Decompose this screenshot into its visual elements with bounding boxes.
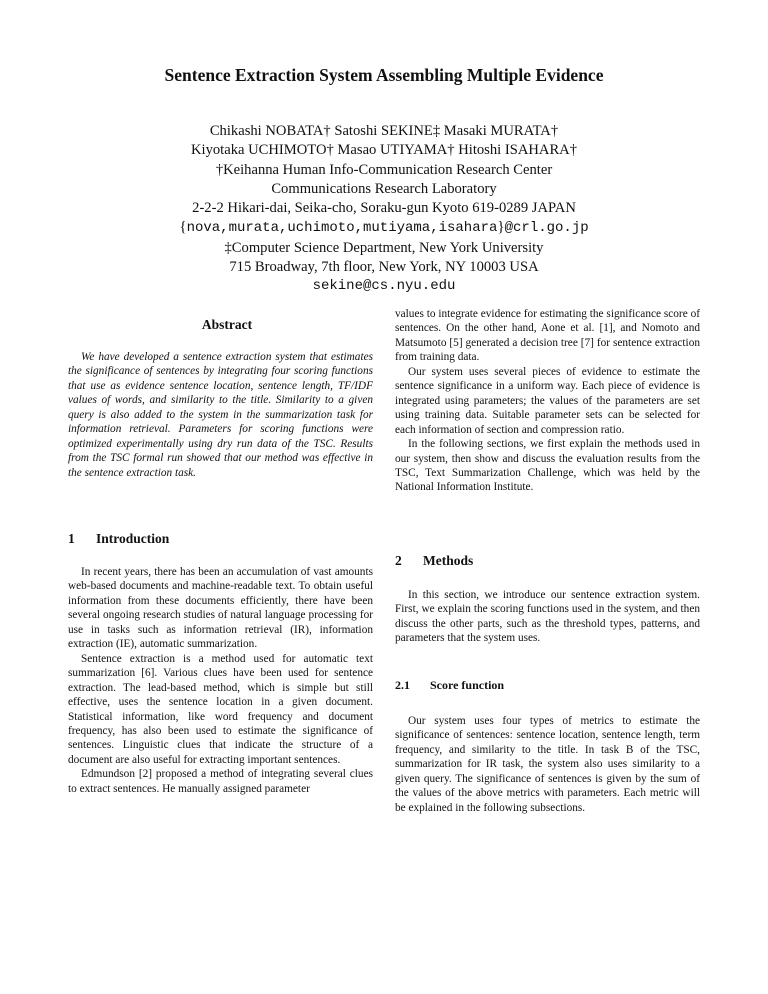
email-1-domain: @crl.go.jp bbox=[504, 220, 589, 237]
subsection-title: Score function bbox=[430, 678, 505, 692]
section-number: 1 bbox=[68, 531, 75, 546]
score-function-heading bbox=[395, 677, 504, 693]
affiliation-1: †Keihanna Human Info-Communication Research Center bbox=[215, 161, 553, 178]
authors-line-1: Chikashi NOBATA† Satoshi SEKINE‡ Masaki MURATA† bbox=[209, 123, 559, 139]
email-1-names: nova,murata,uchimoto,mutiyama,isahara bbox=[186, 220, 498, 237]
right-paragraph-1: values to integrate evidence for estimating the significance score of sentences. On the other hand, Aone et al. [1], and Nomoto and Matsumoto [5] generated a decision tree [7] for sentence extraction from training data. bbox=[395, 308, 700, 364]
score-function-body bbox=[395, 714, 700, 815]
email-1-close-brace: } bbox=[497, 219, 505, 236]
abstract-heading: Abstract bbox=[201, 317, 253, 332]
section-number: 2 bbox=[395, 553, 402, 568]
section-title: Introduction bbox=[96, 531, 170, 546]
address-2: 715 Broadway, 7th floor, New York, NY 10003 USA bbox=[229, 259, 539, 276]
email-2: sekine@cs.nyu.edu bbox=[312, 278, 456, 295]
intro-paragraph-1: In recent years, there has been an accumulation of vast amounts web-based documents and machine-readable text. To obtain useful information from these documents efficiently, there have been several ongoing research studies of natural language processing for use in tasks such as information retrieval (IR), information extraction (IE), automatic summarization. bbox=[68, 566, 373, 651]
right-paragraph-3: In the following sections, we first explain the methods used in our system, then show and discuss the evaluation results from the TSC, Text Summarization Challenge, which was held by the National Information Institute. bbox=[395, 438, 700, 494]
methods-heading bbox=[395, 552, 473, 570]
affiliation-2: Communications Research Laboratory bbox=[271, 180, 497, 197]
authors-line-2: Kiyotaka UCHIMOTO† Masao UTIYAMA† Hitoshi ISAHARA† bbox=[190, 142, 578, 159]
abstract-paragraph: We have developed a sentence extraction system that estimates the significance of sentences by integrating four scoring functions that use as evidence sentence location, sentence length, TF/IDF values of words, and similarity to the title. Similarity to a given query is also added to the system in the summarization task for information retrieval. Parameters for scoring functions were optimized experimentally using dry run data of the TSC. Results from the TSC formal run showed that our method was effective in the sentence extraction task. bbox=[68, 351, 373, 479]
author-block bbox=[0, 122, 768, 297]
email-1 bbox=[0, 218, 768, 238]
affiliation-3: ‡Computer Science Department, New York University bbox=[224, 239, 544, 256]
paper-title: Sentence Extraction System Assembling Multiple Evidence bbox=[164, 65, 604, 85]
intro-paragraph-3: Edmundson [2] proposed a method of integrating several clues to extract sentences. He manually assigned parameter bbox=[68, 768, 373, 795]
subsection-number: 2.1 bbox=[395, 678, 410, 692]
intro-paragraph-2: Sentence extraction is a method used for automatic text summarization [6]. Various clues have been used for sentence extraction. The lead-based method, which is simple but still effective, uses the sentence location in a given document. Statistical information, like word frequency and document frequency, has also been used to estimate the significance of sentences. Linguistic clues that indicate the structure of a document are also useful for extracting important sentences. bbox=[68, 652, 373, 766]
address-1: 2-2-2 Hikari-dai, Seika-cho, Soraku-gun Kyoto 619-0289 JAPAN bbox=[192, 200, 576, 217]
score-function-paragraph-1: Our system uses four types of metrics to estimate the significance of sentences: sentence location, sentence length, term frequency, and similarity to the title. In task B of the TSC, summarization for IR task, the system also uses similarity to a given query. The significance of sentences is given by the sum of the values of the above metrics with parameters. Each metric will be explained in the following subsections. bbox=[395, 715, 700, 814]
email-1-open-brace: { bbox=[179, 219, 187, 236]
methods-body bbox=[395, 588, 700, 646]
right-paragraph-2: Our system uses several pieces of evidence to estimate the sentence significance in a uniform way. Each piece of evidence is integrated using parameters; the values of the parameters are set using training data. Suitable parameter sets can be selected for each information of section and compression ratio. bbox=[395, 365, 700, 436]
abstract-text bbox=[68, 350, 373, 480]
right-column-body bbox=[395, 307, 700, 495]
section-title: Methods bbox=[423, 553, 474, 568]
introduction-heading bbox=[68, 530, 169, 548]
introduction-body bbox=[68, 565, 373, 796]
methods-paragraph-1: In this section, we introduce our sentence extraction system. First, we explain the scoring functions used in the system, and then discuss the other parts, such as the threshold types, patterns, and parameters that the system uses. bbox=[395, 589, 700, 645]
